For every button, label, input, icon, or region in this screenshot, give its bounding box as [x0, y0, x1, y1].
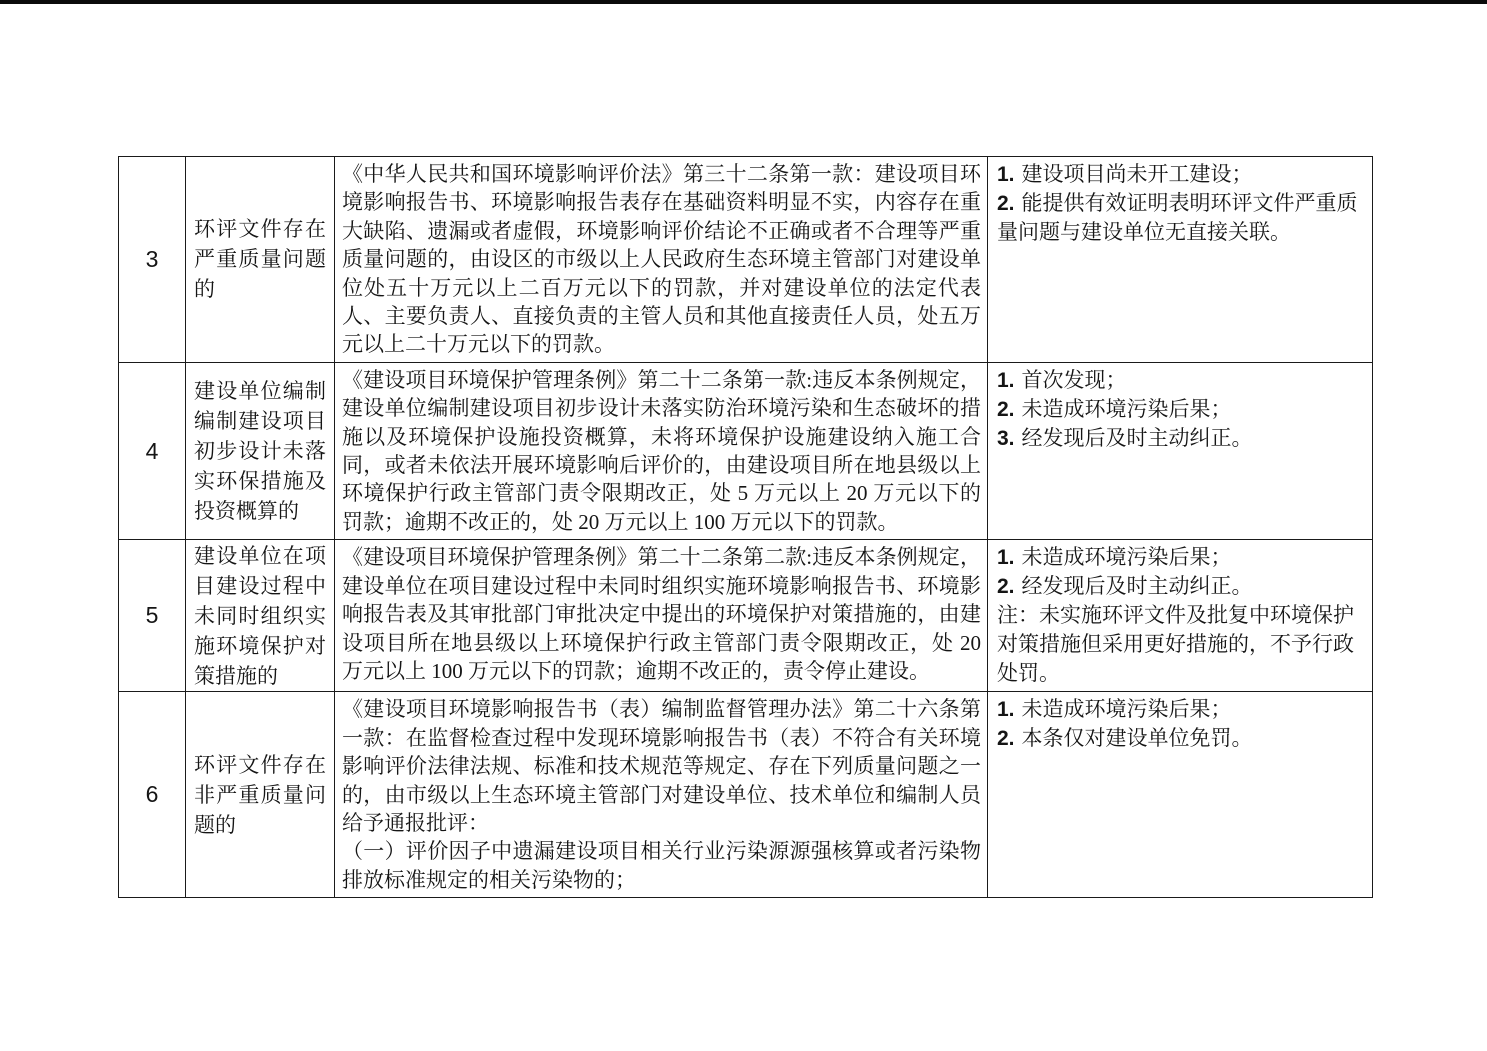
note-number: 1.	[997, 546, 1015, 570]
provision-paragraph: 《建设项目环境保护管理条例》第二十二条第一款:违反本条例规定，建设单位编制建设项目初步设计未落实防治环境污染和生态破坏的措施以及环境保护设施投资概算，未将环境保护设施建设纳入施工合同，或者未依法开展环境影响后评价的，由建设项目所在地县级以上环境保护行政主管部门责令限期改正，处 5 万元以上 20 万元以下的罚款；逾期不改正的，处 20 万元以上 100 万元以下的罚款。	[342, 367, 981, 534]
note-line	[997, 601, 1364, 688]
category-text: 建设单位编制编制建设项目初步设计未落实环保措施及投资概算的	[194, 379, 326, 524]
table-row	[119, 362, 1373, 539]
provision-paragraph: 《中华人民共和国环境影响评价法》第三十二条第一款：建设项目环境影响报告书、环境影响报告表存在基础资料明显不实，内容存在重大缺陷、遗漏或者虚假，环境影响评价结论不正确或者不合理等严重质量问题的，由设区的市级以上人民政府生态环境主管部门对建设单位处五十万元以上二百万元以下的罚款，并对建设单位的法定代表人、主要负责人、直接负责的主管人员和其他直接责任人员，处五万元以上二十万元以下的罚款。	[342, 162, 981, 357]
note-line	[997, 160, 1364, 189]
note-number: 1.	[997, 368, 1015, 392]
note-text: 建设项目尚未开工建设；	[1021, 162, 1253, 186]
table-row	[119, 692, 1373, 898]
row-number-cell: 3	[119, 157, 186, 363]
notes-cell	[988, 692, 1373, 898]
category-text: 环评文件存在严重质量问题的	[194, 217, 326, 302]
note-number: 2.	[997, 727, 1015, 751]
category-text: 建设单位在项目建设过程中未同时组织实施环境保护对策措施的	[194, 543, 326, 688]
category-text: 环评文件存在非严重质量问题的	[194, 752, 326, 837]
note-text: 经发现后及时主动纠正。	[1021, 574, 1253, 599]
provision-cell	[335, 692, 988, 898]
note-text: 经发现后及时主动纠正。	[1021, 425, 1253, 450]
provision-cell	[335, 157, 988, 363]
note-text: 注：未实施环评文件及批复中环境保护对策措施但采用更好措施的，不予行政处罚。	[997, 603, 1354, 686]
notes-cell	[988, 540, 1373, 692]
note-line	[997, 424, 1364, 453]
note-number: 1.	[997, 698, 1015, 722]
table-row	[119, 157, 1373, 363]
category-cell	[186, 540, 335, 692]
notes-cell	[988, 362, 1373, 539]
note-number: 2.	[997, 192, 1015, 215]
note-line	[997, 695, 1364, 724]
category-cell	[186, 692, 335, 898]
note-line	[997, 189, 1364, 247]
note-number: 1.	[997, 163, 1015, 186]
row-number-cell: 5	[119, 540, 186, 692]
note-text: 本条仅对建设单位免罚。	[1021, 726, 1253, 751]
category-cell	[186, 157, 335, 363]
provision-paragraph: （一）评价因子中遗漏建设项目相关行业污染源源强核算或者污染物排放标准规定的相关污染物的；	[342, 839, 981, 892]
provision-paragraph: 《建设项目环境保护管理条例》第二十二条第二款:违反本条例规定，建设单位在项目建设过程中未同时组织实施环境影响报告书、环境影响报告表及其审批部门审批决定中提出的环境保护对策措施的，由建设项目所在地县级以上环境保护行政主管部门责令限期改正，处 20 万元以上 100 万元以下的罚款；逾期不改正的，责令停止建设。	[342, 545, 981, 683]
note-text: 未造成环境污染后果；	[1021, 396, 1232, 421]
note-text: 首次发现；	[1021, 367, 1127, 392]
note-line	[997, 543, 1364, 572]
note-text: 能提供有效证明表明环评文件严重质量问题与建设单位无直接关联。	[997, 191, 1358, 244]
notes-cell	[988, 157, 1373, 363]
note-number: 2.	[997, 397, 1015, 421]
top-edge-bar	[0, 0, 1487, 4]
provision-cell	[335, 362, 988, 539]
table-row	[119, 540, 1373, 692]
note-line	[997, 395, 1364, 424]
note-number: 3.	[997, 426, 1015, 450]
note-line	[997, 366, 1364, 395]
note-text: 未造成环境污染后果；	[1021, 697, 1232, 722]
note-line	[997, 572, 1364, 601]
note-number: 2.	[997, 575, 1015, 599]
category-cell	[186, 362, 335, 539]
note-text: 未造成环境污染后果；	[1021, 545, 1232, 570]
row-number-cell: 6	[119, 692, 186, 898]
penalty-table	[118, 156, 1373, 898]
row-number-cell: 4	[119, 362, 186, 539]
note-line	[997, 724, 1364, 753]
provision-paragraph: 《建设项目环境影响报告书（表）编制监督管理办法》第二十六条第一款：在监督检查过程中发现环境影响报告书（表）不符合有关环境影响评价法律法规、标准和技术规范等规定、存在下列质量问题之一的，由市级以上生态环境主管部门对建设单位、技术单位和编制人员给予通报批评：	[342, 697, 981, 835]
provision-cell	[335, 540, 988, 692]
